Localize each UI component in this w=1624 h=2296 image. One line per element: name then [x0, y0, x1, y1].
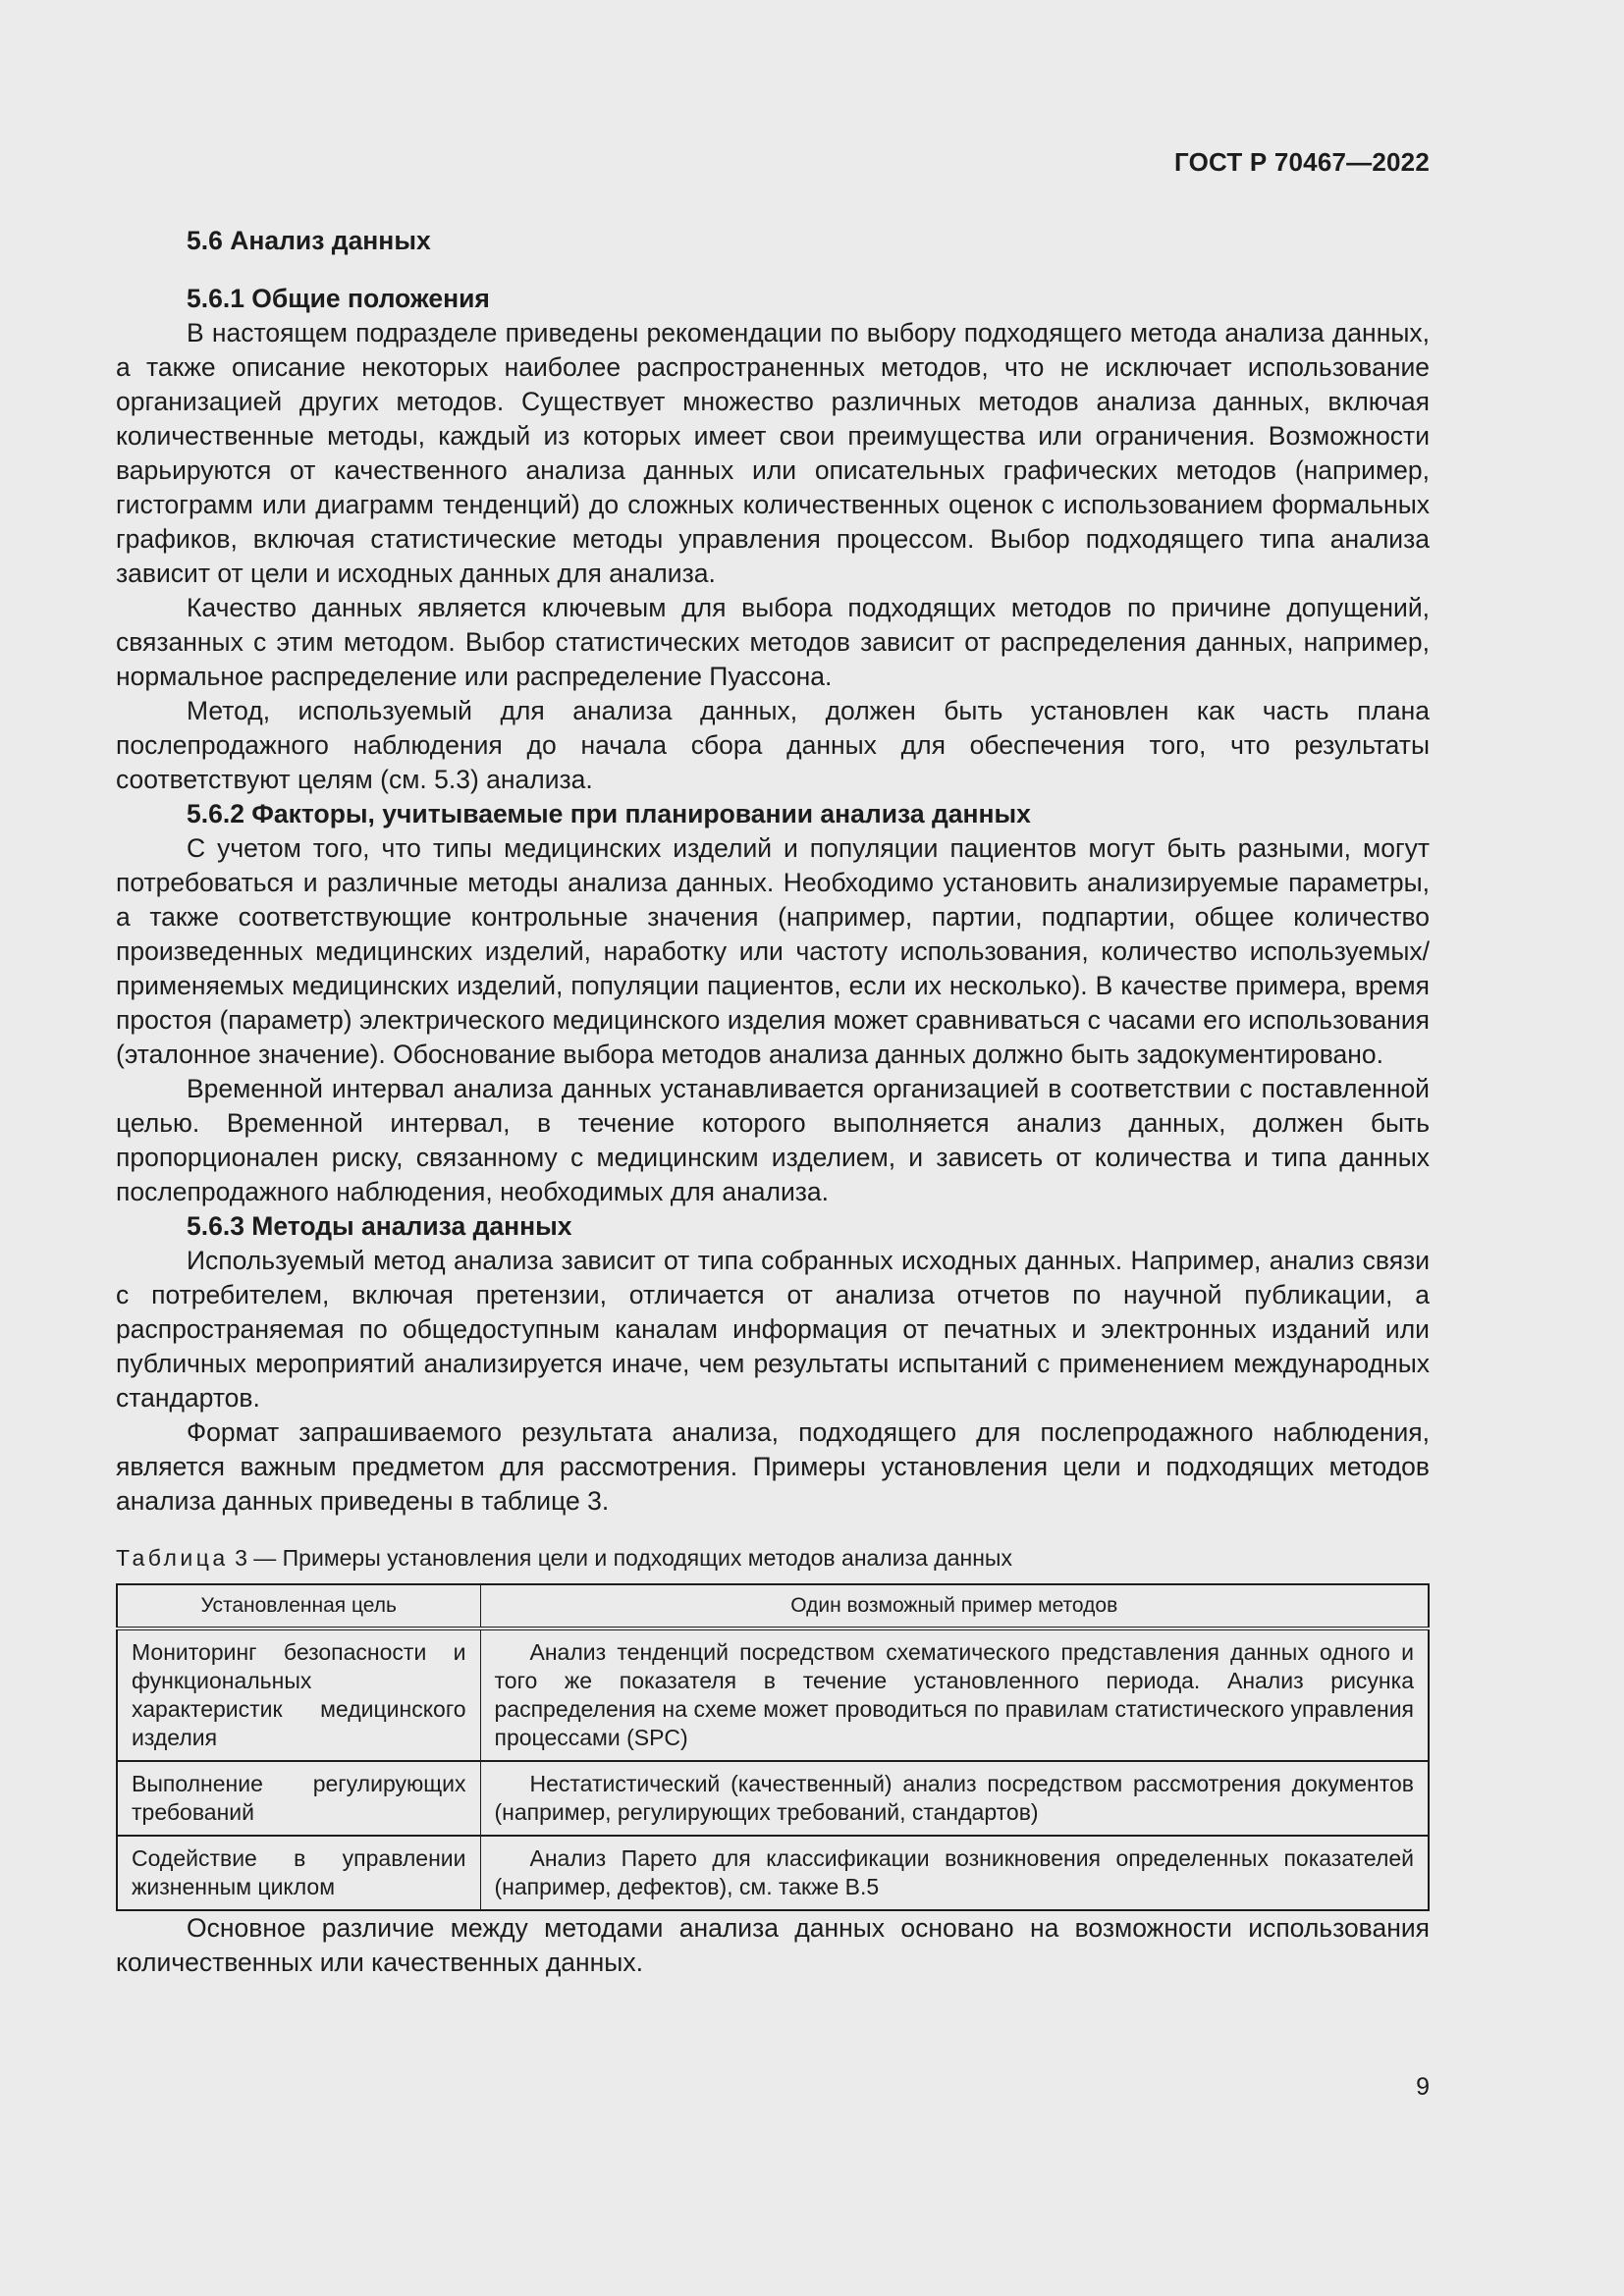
paragraph: Используемый метод анализа зависит от типа собранных исходных данных. Например, анализ связи с потребителем, включая претензии, отличается от анализа отчетов по научной публикации, а распространяемая по общедоступным каналам информация от печатных и электронных изданий или публичных мероприятий анализируется иначе, чем результаты испытаний с применением международных стандартов. — [116, 1246, 1430, 1413]
subsection-title: 5.6.1 Общие положения — [187, 284, 490, 313]
methods-table — [116, 1583, 1430, 1911]
column-header-goal: Установленная цель — [117, 1584, 480, 1629]
page-content — [116, 224, 1430, 1980]
table-caption-text: 3 — Примеры установления цели и подходящих методов анализа данных — [228, 1545, 1012, 1571]
paragraph: Метод, используемый для анализа данных, должен быть установлен как часть плана послепродажного наблюдения до начала сбора данных для обеспечения того, что результаты соответствуют целям (см. 5.3) анализа. — [116, 696, 1430, 794]
subsection-5-6-3 — [116, 1209, 1430, 1519]
table-cell-goal: Выполнение регулирующих требований — [117, 1761, 480, 1836]
subsection-5-6-1 — [116, 282, 1430, 797]
table-row — [117, 1629, 1429, 1761]
table-caption-prefix: Таблица — [116, 1545, 229, 1571]
section-title: 5.6 Анализ данных — [187, 226, 431, 255]
table-row — [117, 1836, 1429, 1910]
document-id-header: ГОСТ Р 70467—2022 — [1174, 147, 1430, 177]
subsection-title: 5.6.2 Факторы, учитываемые при планировании анализа данных — [187, 799, 1031, 828]
table-cell-method: Анализ Парето для классификации возникновения определенных показателей (например, дефектов), см. также В.5 — [480, 1836, 1429, 1910]
subsection-5-6-2 — [116, 797, 1430, 1209]
table-cell-method: Нестатистический (качественный) анализ посредством рассмотрения документов (например, регулирующих требований, стандартов) — [480, 1761, 1429, 1836]
table-caption — [116, 1542, 1430, 1574]
table-cell-goal: Содействие в управлении жизненным циклом — [117, 1836, 480, 1910]
table-cell-method: Анализ тенденций посредством схематического представления данных одного и того же показателя в течение установленного периода. Анализ рисунка распределения на схеме может проводиться по правилам статистического управления процессами (SPC) — [480, 1629, 1429, 1761]
table-cell-goal: Мониторинг безопасности и функциональных характеристик медицинского изделия — [117, 1629, 480, 1761]
paragraph: Формат запрашиваемого результата анализа, подходящего для послепродажного наблюдения, является важным предметом для рассмотрения. Примеры установления цели и подходящих методов анализа данных приведены в таблице 3. — [116, 1417, 1430, 1516]
table-header-row — [117, 1584, 1429, 1629]
paragraph: Качество данных является ключевым для выбора подходящих методов по причине допущений, связанных с этим методом. Выбор статистических методов зависит от распределения данных, например, нормальное распределение или распределение Пуассона. — [116, 593, 1430, 691]
closing-paragraph: Основное различие между методами анализа данных основано на возможности использования количественных или качественных данных. — [116, 1913, 1430, 1977]
subsection-title: 5.6.3 Методы анализа данных — [187, 1211, 572, 1241]
paragraph: С учетом того, что типы медицинских изделий и популяции пациентов могут быть разными, могут потребоваться и различные методы анализа данных. Необходимо установить анализируемые параметры, а также соответствующие контрольные значения (например, партии, подпартии, общее количество произведенных медицинских изделий, наработку или частоту использования, количество используемых/применяемых медицинских изделий, популяции пациентов, если их несколько). В качестве примера, время простоя (параметр) электрического медицинского изделия может сравниваться с часами его использования (эталонное значение). Обоснование выбора методов анализа данных должно быть задокументировано. — [116, 833, 1430, 1069]
column-header-methods: Один возможный пример методов — [480, 1584, 1429, 1629]
table-row — [117, 1761, 1429, 1836]
page-number: 9 — [1416, 2073, 1430, 2101]
paragraph: Временной интервал анализа данных устанавливается организацией в соответствии с поставленной целью. Временной интервал, в течение которого выполняется анализ данных, должен быть пропорционален риску, связанному с медицинским изделием, и зависеть от количества и типа данных послепродажного наблюдения, необходимых для анализа. — [116, 1074, 1430, 1206]
paragraph: В настоящем подразделе приведены рекомендации по выбору подходящего метода анализа данных, а также описание некоторых наиболее распространенных методов, что не исключает использование организацией других методов. Существует множество различных методов анализа данных, включая количественные методы, каждый из которых имеет свои преимущества или ограничения. Возможности варьируются от качественного анализа данных или описательных графических методов (например, гистограмм или диаграмм тенденций) до сложных количественных оценок с использованием формальных графиков, включая статистические методы управления процессом. Выбор подходящего типа анализа зависит от цели и исходных данных для анализа. — [116, 318, 1430, 588]
